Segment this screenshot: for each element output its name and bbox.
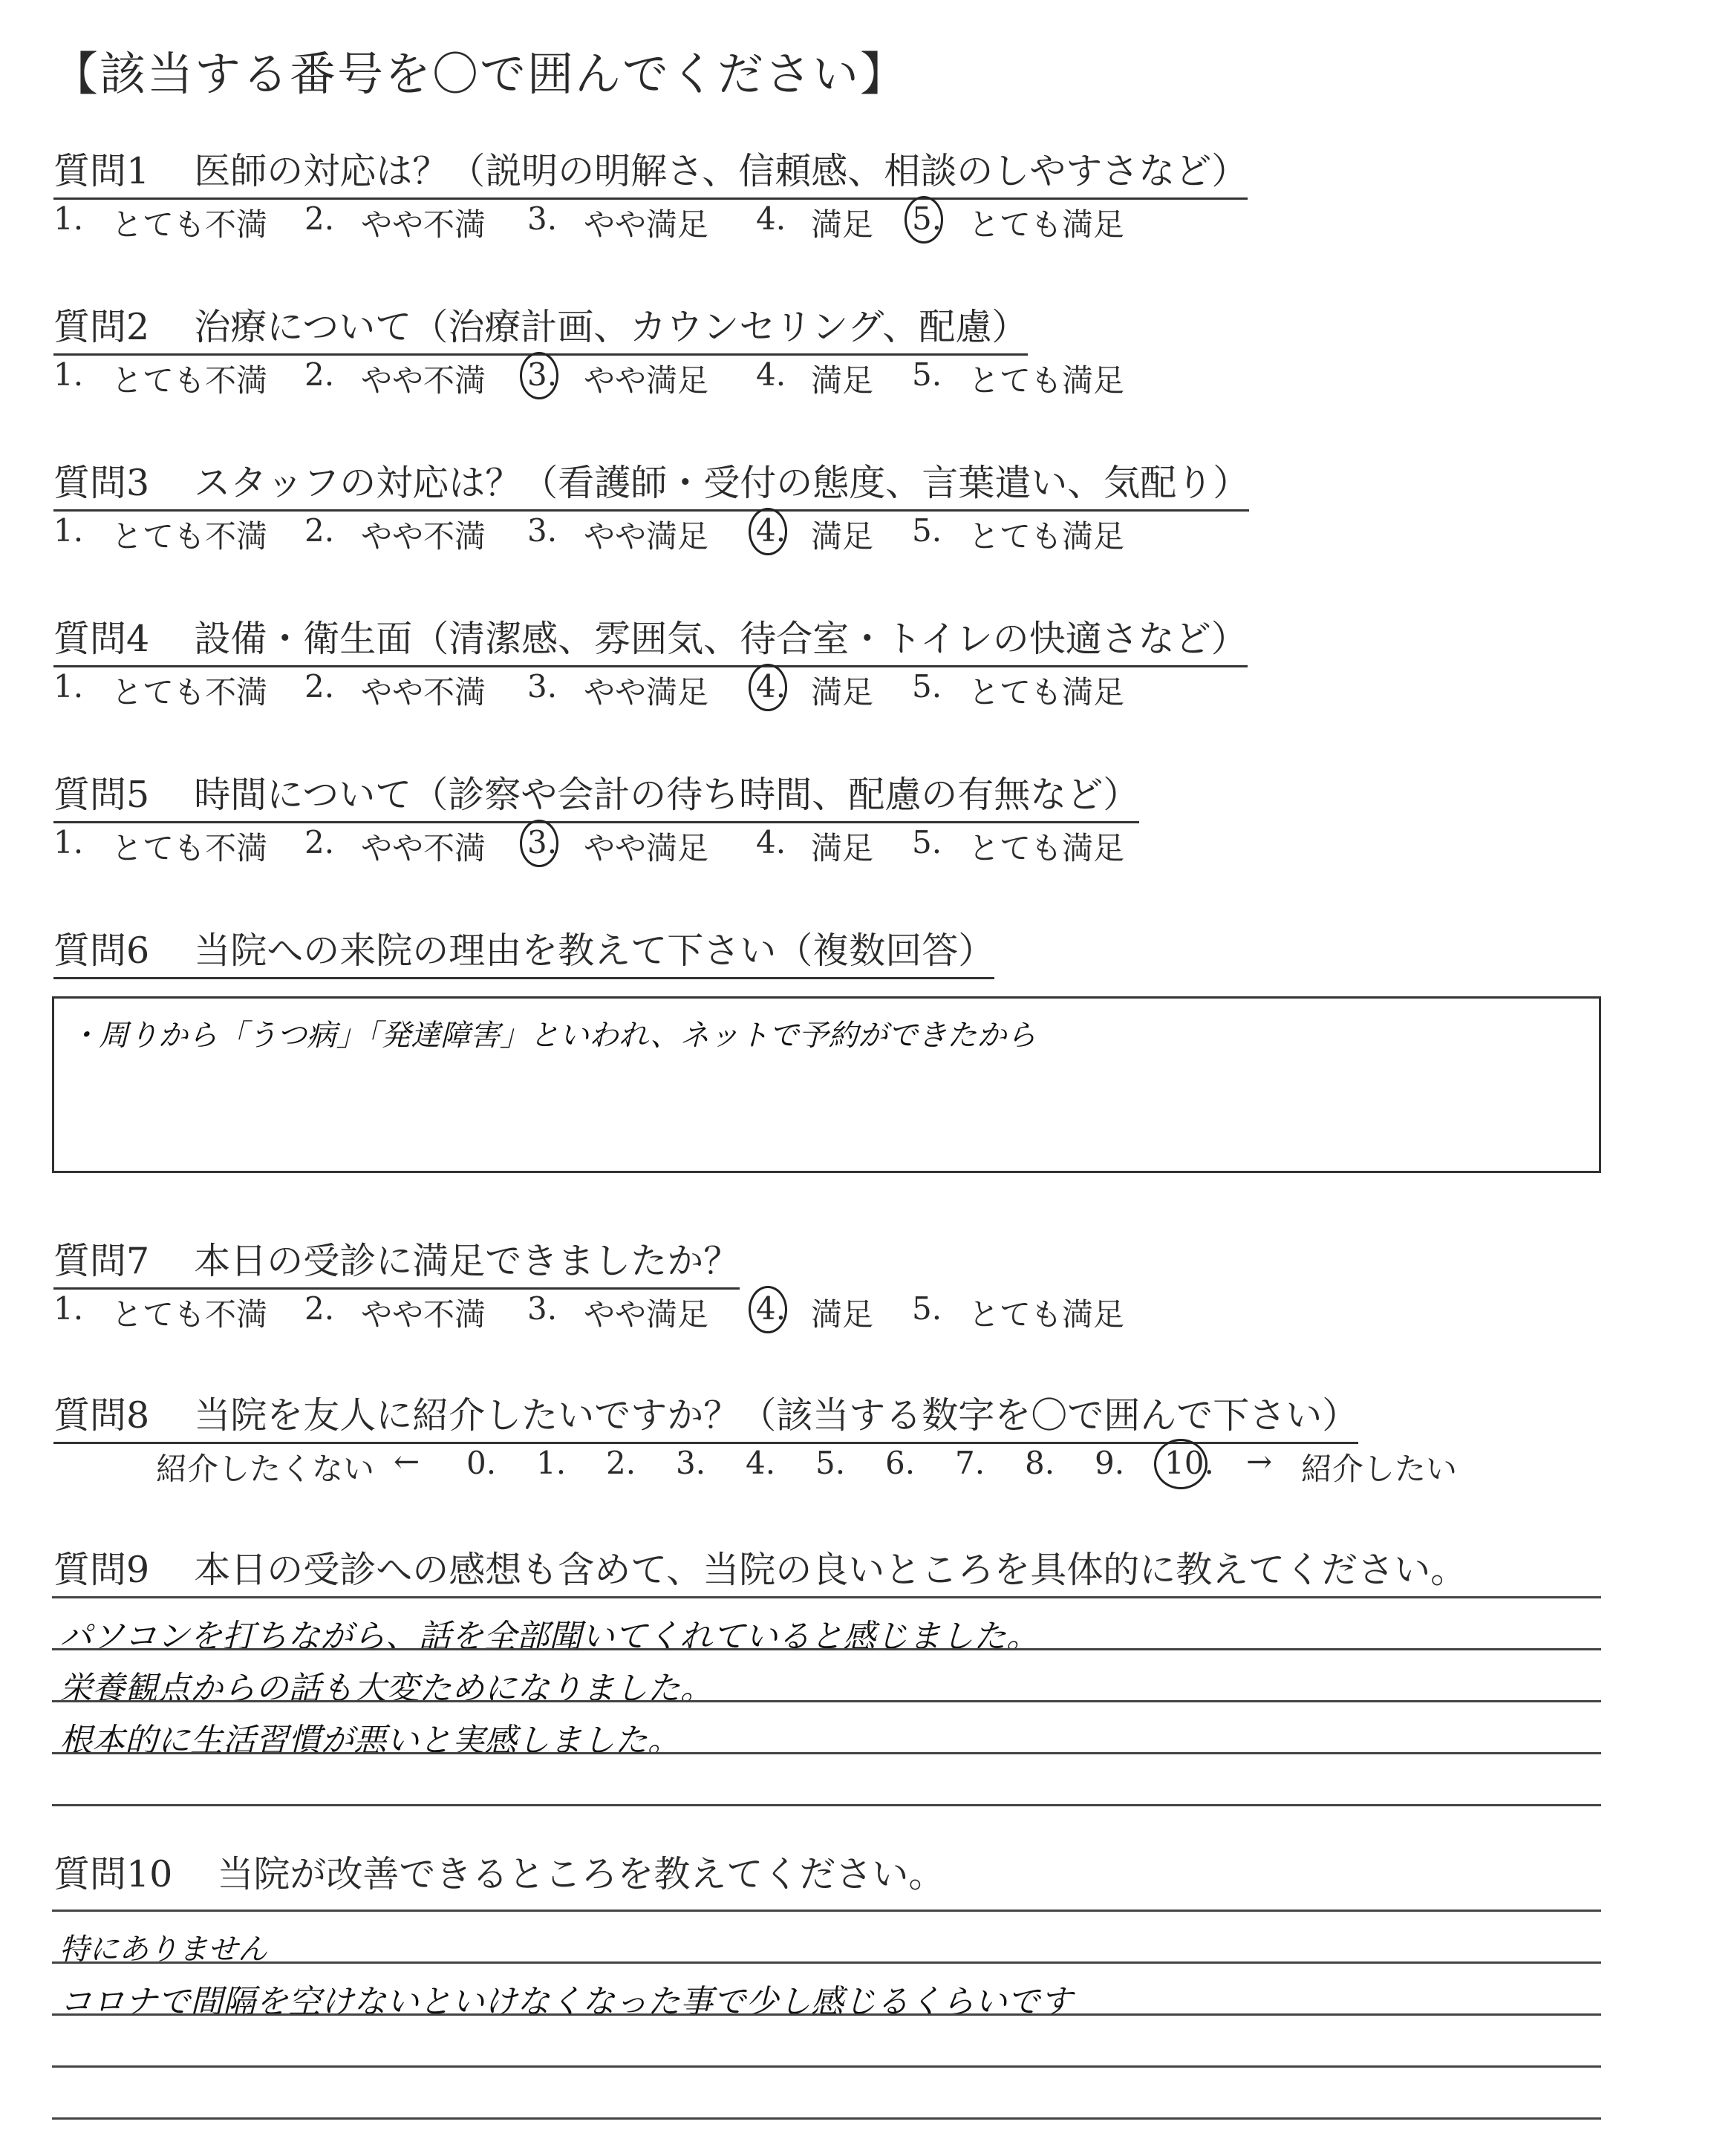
answer-line [52, 1700, 1601, 1702]
question-number: 質問10 [53, 1853, 173, 1895]
option-number[interactable]: 1. [53, 1290, 84, 1327]
selected-answer-circle [520, 820, 558, 867]
right-arrow-icon: → [1246, 1443, 1273, 1480]
answer-line [52, 1596, 1601, 1598]
option-number[interactable]: 3. [527, 200, 558, 237]
option-label: やや満足 [584, 362, 709, 399]
question-8-title [53, 1387, 1358, 1444]
question-number: 質問9 [53, 1549, 150, 1591]
question-text: 治療について（治療計画、カウンセリング、配慮） [194, 306, 1029, 348]
option-number[interactable]: 4. [756, 824, 786, 860]
handwritten-answer: ・周りから「うつ病」「発達障害」といわれ、ネットで予約ができたから [69, 1019, 1037, 1053]
handwritten-answer-line: パソコンを打ちながら、話を全部聞いてくれていると感じました。 [59, 1618, 1040, 1656]
referral-number[interactable]: 4. [746, 1445, 776, 1481]
left-arrow-icon: ← [394, 1443, 420, 1480]
question-1-title [53, 143, 1248, 200]
option-number[interactable]: 4. [756, 512, 786, 549]
option-label: やや不満 [361, 1296, 486, 1333]
referral-right-label: 紹介したい [1301, 1451, 1458, 1487]
option-number[interactable]: 2. [304, 512, 335, 549]
option-label: とても不満 [111, 674, 268, 710]
question-5-title [53, 766, 1139, 823]
handwritten-answer-line: 栄養観点からの話も大変ためになりました。 [59, 1670, 713, 1708]
answer-line [52, 1961, 1601, 1964]
option-number[interactable]: 1. [53, 512, 84, 549]
question-text: 当院が改善できるところを教えてください。 [217, 1853, 945, 1895]
referral-left-label: 紹介したくない [156, 1451, 375, 1487]
question-2-title [53, 298, 1028, 356]
selected-answer-circle [905, 196, 943, 244]
option-label: やや不満 [361, 830, 486, 866]
option-label: やや不満 [361, 518, 486, 555]
question-7-title [53, 1232, 740, 1290]
option-label: とても満足 [968, 362, 1125, 399]
option-number[interactable]: 2. [304, 824, 335, 860]
question-text: 設備・衛生面（清潔感、雰囲気、待合室・トイレの快適さなど） [194, 618, 1248, 660]
question-text: 当院を友人に紹介したいですか？（該当する数字を〇で囲んで下さい） [194, 1394, 1359, 1437]
option-number[interactable]: 1. [53, 668, 84, 705]
option-label: やや満足 [584, 518, 709, 555]
question-3-title [53, 454, 1249, 512]
question-10-title [53, 1846, 945, 1901]
question-text: 本日の受診への感想も含めて、当院の良いところを具体的に教えてください。 [194, 1549, 1467, 1591]
option-label: とても不満 [111, 1296, 268, 1333]
option-label: 満足 [811, 518, 874, 555]
option-number[interactable]: 2. [304, 1290, 335, 1327]
question-6-answer-box[interactable] [52, 996, 1601, 1173]
answer-line [52, 2117, 1601, 2120]
question-text: 時間について（診察や会計の待ち時間、配慮の有無など） [194, 774, 1140, 816]
option-label: とても満足 [968, 206, 1125, 243]
answer-line [52, 1648, 1601, 1650]
option-label: やや満足 [584, 674, 709, 710]
option-label: とても満足 [968, 674, 1125, 710]
option-label: やや不満 [361, 362, 486, 399]
option-label: とても不満 [111, 518, 268, 555]
question-number: 質問1 [53, 150, 150, 192]
option-number[interactable]: 2. [304, 356, 335, 393]
selected-answer-circle [1154, 1439, 1208, 1489]
question-number: 質問6 [53, 930, 150, 972]
option-number[interactable]: 1. [53, 824, 84, 860]
option-label: とても不満 [111, 830, 268, 866]
question-number: 質問2 [53, 306, 150, 348]
question-4-title [53, 610, 1248, 667]
option-label: 満足 [811, 1296, 874, 1333]
question-text: スタッフの対応は？（看護師・受付の態度、言葉遣い、気配り） [194, 462, 1250, 504]
option-label: 満足 [811, 362, 874, 399]
question-number: 質問8 [53, 1394, 150, 1437]
option-number[interactable]: 1. [53, 356, 84, 393]
option-label: とても不満 [111, 362, 268, 399]
option-label: とても満足 [968, 1296, 1125, 1333]
option-number[interactable]: 5. [912, 668, 942, 705]
question-text: 本日の受診に満足できましたか？ [194, 1240, 740, 1282]
page-title: 【該当する番号を〇で囲んでください】 [52, 47, 908, 101]
referral-number[interactable]: 1. [536, 1445, 567, 1481]
answer-line [52, 1910, 1601, 1912]
option-label: やや満足 [584, 206, 709, 243]
option-number[interactable]: 5. [912, 512, 942, 549]
option-label: 満足 [811, 674, 874, 710]
option-label: とても満足 [968, 518, 1125, 555]
referral-number[interactable]: 10. [1164, 1445, 1214, 1481]
selected-answer-circle [749, 1286, 787, 1333]
referral-number[interactable]: 0. [466, 1445, 497, 1481]
question-text: 当院への来院の理由を教えて下さい（複数回答） [194, 930, 995, 972]
option-number[interactable]: 4. [756, 668, 786, 705]
handwritten-answer-line: 特にありません [59, 1933, 267, 1967]
option-number[interactable]: 3. [527, 824, 558, 860]
option-label: やや満足 [584, 830, 709, 866]
option-number[interactable]: 5. [912, 200, 942, 237]
option-label: やや満足 [584, 1296, 709, 1333]
option-number[interactable]: 5. [912, 356, 942, 393]
question-6-title [53, 922, 994, 979]
option-label: 満足 [811, 830, 874, 866]
question-text: 医師の対応は？（説明の明解さ、信頼感、相談のしやすさなど） [194, 150, 1248, 192]
referral-number[interactable]: 2. [606, 1445, 636, 1481]
option-number[interactable]: 4. [756, 356, 786, 393]
option-label: やや不満 [361, 206, 486, 243]
selected-answer-circle [749, 508, 787, 555]
option-number[interactable]: 3. [527, 668, 558, 705]
answer-line [52, 1804, 1601, 1806]
option-number[interactable]: 5. [912, 1290, 942, 1327]
referral-number[interactable]: 5. [815, 1445, 846, 1481]
option-number[interactable]: 3. [527, 512, 558, 549]
option-number[interactable]: 4. [756, 200, 786, 237]
option-label: 満足 [811, 206, 874, 243]
option-label: とても満足 [968, 830, 1125, 866]
selected-answer-circle [749, 664, 787, 711]
referral-number[interactable]: 7. [955, 1445, 985, 1481]
referral-number[interactable]: 3. [676, 1445, 706, 1481]
option-number[interactable]: 4. [756, 1290, 786, 1327]
option-number[interactable]: 3. [527, 356, 558, 393]
option-number[interactable]: 5. [912, 824, 942, 860]
question-number: 質問3 [53, 462, 150, 504]
referral-number[interactable]: 8. [1025, 1445, 1055, 1481]
question-number: 質問7 [53, 1240, 150, 1282]
option-number[interactable]: 1. [53, 200, 84, 237]
handwritten-answer-line: 根本的に生活習慣が悪いと実感しました。 [59, 1722, 680, 1760]
option-number[interactable]: 2. [304, 200, 335, 237]
option-label: とても不満 [111, 206, 268, 243]
handwritten-answer-line: コロナで間隔を空けないといけなくなった事で少し感じるくらいです [59, 1983, 1072, 2021]
question-number: 質問5 [53, 774, 150, 816]
answer-line [52, 1752, 1601, 1754]
selected-answer-circle [520, 352, 558, 399]
referral-number[interactable]: 9. [1095, 1445, 1125, 1481]
option-number[interactable]: 3. [527, 1290, 558, 1327]
answer-line [52, 2065, 1601, 2068]
question-9-title [53, 1541, 1467, 1596]
answer-line [52, 2013, 1601, 2016]
referral-number[interactable]: 6. [885, 1445, 916, 1481]
option-number[interactable]: 2. [304, 668, 335, 705]
question-number: 質問4 [53, 618, 150, 660]
option-label: やや不満 [361, 674, 486, 710]
